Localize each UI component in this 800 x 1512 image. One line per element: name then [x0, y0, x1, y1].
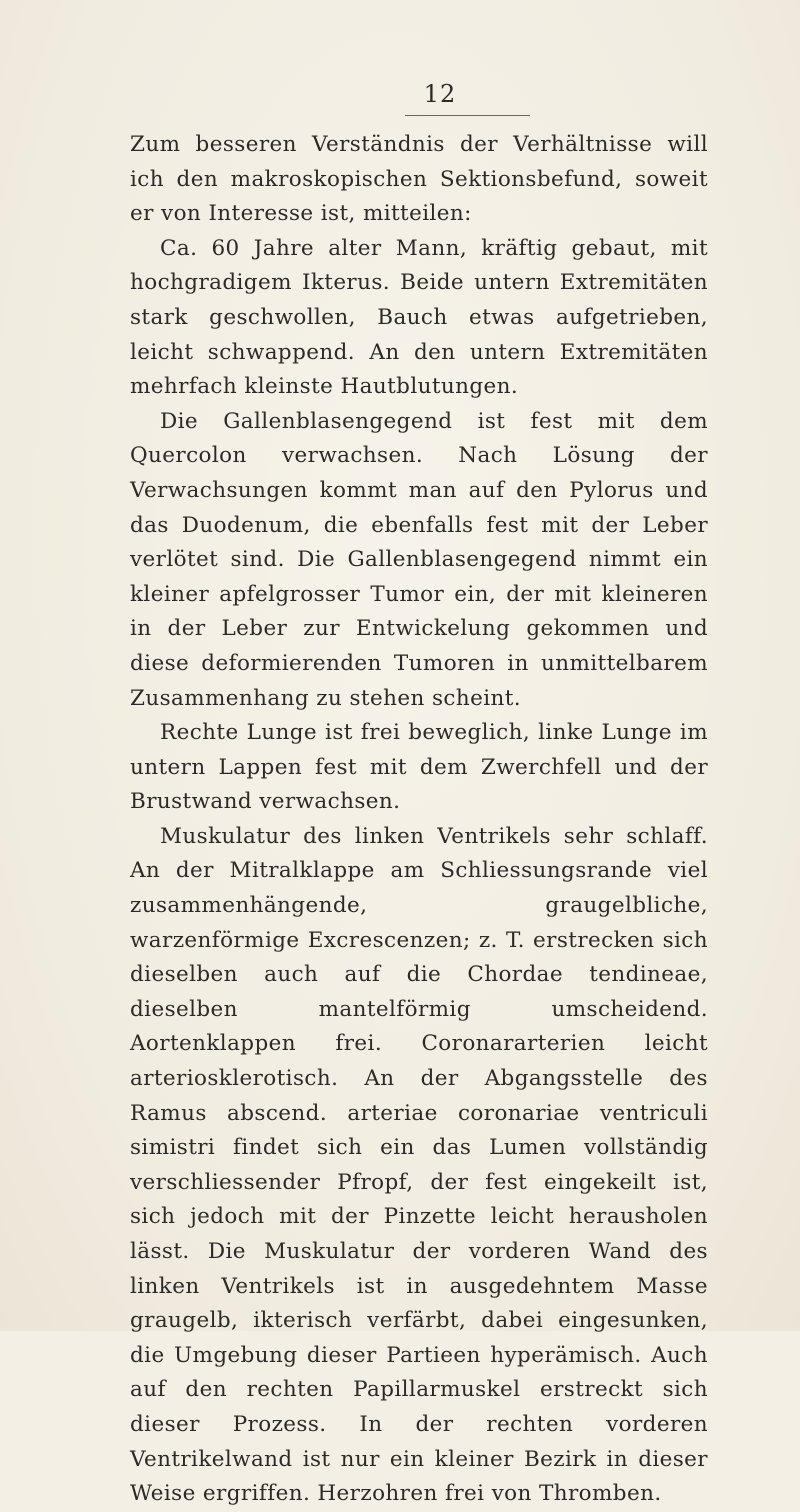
- body-text: [130, 128, 708, 1512]
- paragraph-intro: Zum besseren Verständnis der Verhältnisse will ich den makroskopischen Sektionsbefund, soweit er von Interesse ist, mitteilen:: [130, 132, 708, 227]
- paragraph-lungs: Rechte Lunge ist frei beweglich, linke Lunge im untern Lappen fest mit dem Zwerchfell und der Brustwand verwachsen.: [130, 720, 708, 815]
- page-number: 12: [423, 80, 457, 108]
- paragraph-gallbladder: Die Gallenblasengegend ist fest mit dem Quercolon verwachsen. Nach Lösung der Verwachsungen kommt man auf den Pylorus und das Duodenum, die ebenfalls fest mit der Leber verlötet sind. Die Gallenblasengegend nimmt ein kleiner apfelgrosser Tumor ein, der mit kleineren in der Leber zur Entwickelung gekommen und diese deformierenden Tumoren in unmittelbarem Zusammenhang zu stehen scheint.: [130, 408, 708, 711]
- header-rule: [405, 115, 530, 116]
- paragraph-heart: Muskulatur des linken Ventrikels sehr schlaff. An der Mitralklappe am Schliessungsrande viel zusammenhängende, graugelbliche, warzenförmige Excrescenzen; z. T. erstrecken sich dieselben auch auf die Chordae tendineae, dieselben mantelförmig umscheidend. Aortenklappen frei. Coronararterien leicht arteriosklerotisch. An der Abgangsstelle des Ramus abscend. arteriae coronariae ventriculi simistri findet sich ein das Lumen vollständig verschliessender Pfropf, der fest eingekeilt ist, sich jedoch mit der Pinzette leicht herausholen lässt. Die Muskulatur der vorderen Wand des linken Ventrikels ist in ausgedehntem Masse graugelb, ikterisch verfärbt, dabei eingesunken, die Umgebung dieser Partieen hyperämisch. Auch auf den rechten Papillarmuskel erstreckt sich dieser Prozess. In der rechten vorderen Ventrikelwand ist nur ein kleiner Bezirk in dieser Weise ergriffen. Herzohren frei von Thromben.: [130, 823, 708, 1507]
- paragraph-patient: Ca. 60 Jahre alter Mann, kräftig gebaut, mit hochgradigem Ikterus. Beide untern Extremitäten stark geschwollen, Bauch etwas aufgetrieben, leicht schwappend. An den untern Extremitäten mehrfach kleinste Hautblutungen.: [130, 235, 708, 400]
